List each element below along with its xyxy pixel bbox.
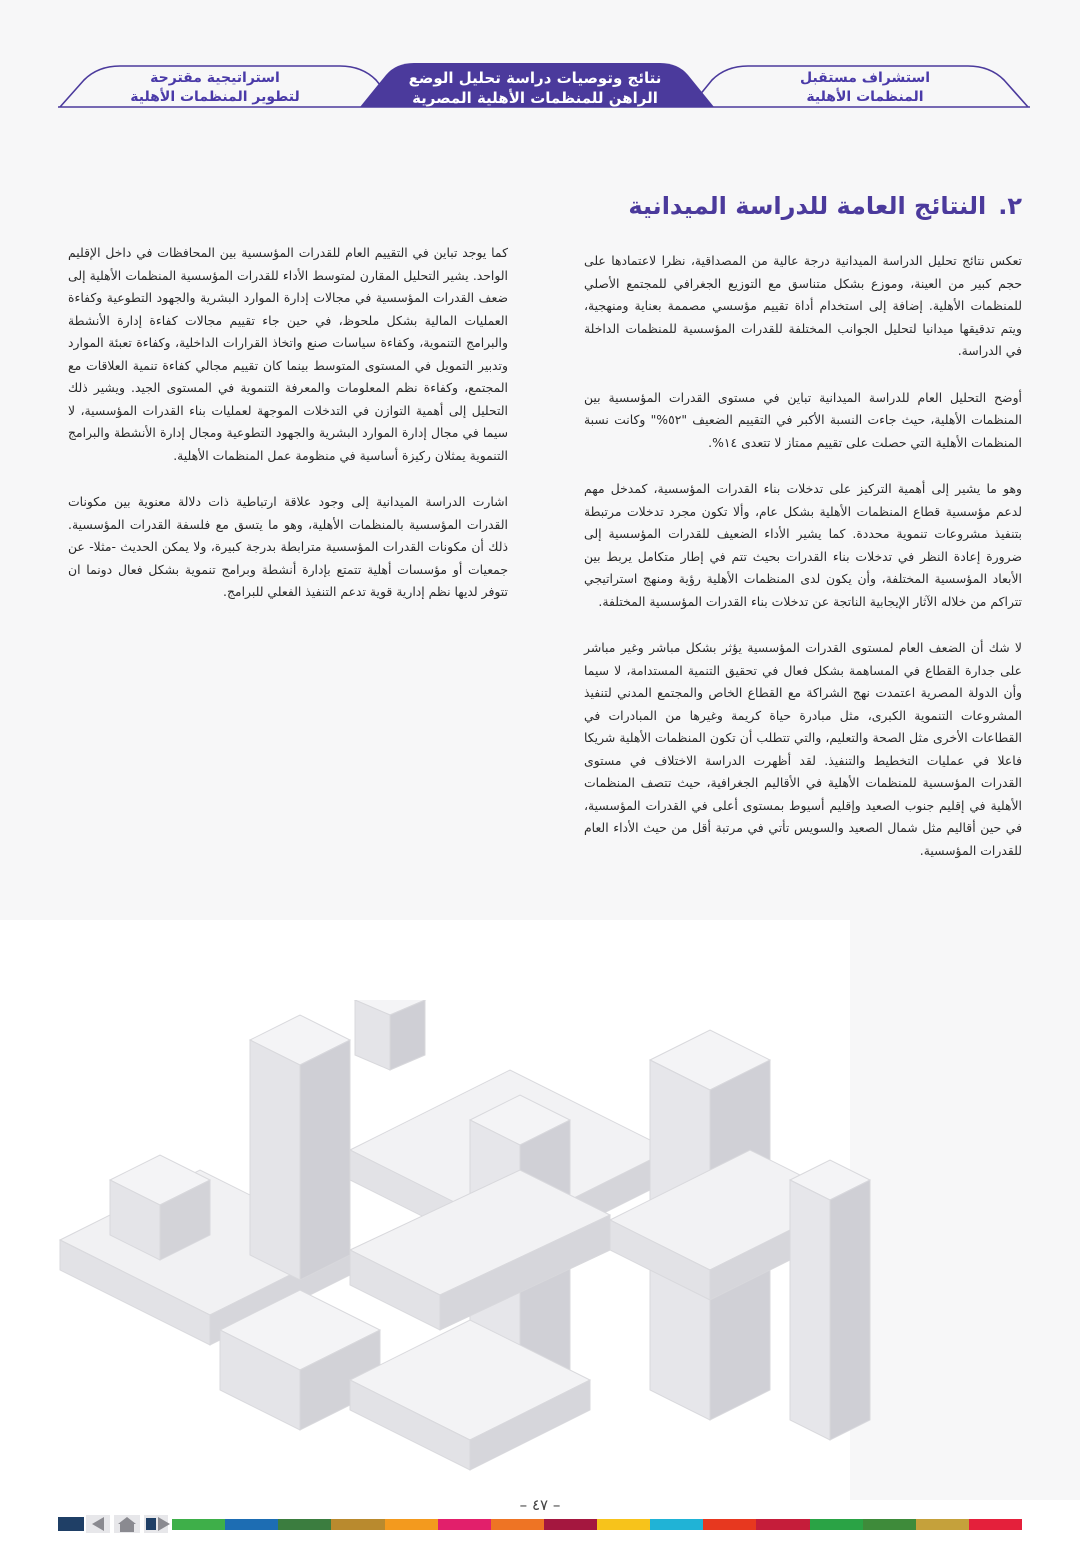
stripe [172, 1519, 225, 1530]
color-stripe-bar [172, 1519, 1022, 1530]
page-number: – ٤٧ – [519, 1496, 561, 1514]
stripe [969, 1519, 1022, 1530]
stripe [597, 1519, 650, 1530]
stripe [438, 1519, 491, 1530]
stripe [863, 1519, 916, 1530]
section-title: النتائج العامة للدراسة الميدانية [628, 192, 987, 220]
tab-study-results-line2: الراهن للمنظمات الأهلية المصرية [412, 89, 658, 107]
section-heading [502, 192, 1022, 220]
paragraph: أوضح التحليل العام للدراسة الميدانية تباين في مستوى القدرات المؤسسية بين المنظمات الأهلية، حيث جاءت النسبة الأكبر في التقييم الضعيف "٥٢%" وكانت نسبة المنظمات الأهلية التي حصلت على تقييم ممتاز لا تتعدى ١٤%. [584, 389, 1022, 450]
tab-proposed-strategy-line1: استراتيجية مقترحة [150, 70, 280, 86]
stripe [331, 1519, 384, 1530]
tab-proposed-strategy-line2: لتطوير المنظمات الأهلية [130, 89, 300, 105]
stripe [225, 1519, 278, 1530]
paragraph: تعكس نتائج تحليل الدراسة الميدانية درجة عالية من المصداقية، نظرا لاعتمادها على حجم كبير من العينة، وموزع بشكل متناسق مع التوزيع الجغرافي للمجتمع الأصلي للمنظمات الأهلية. إضافة إلى استخدام أداة تقييم مؤسسي مصممة بعناية ومنهجية، ويتم تدقيقها ميدانيا لتحليل الجوانب المختلفة للقدرات المؤسسية للمنظمات الداخلة في الدراسة. [584, 253, 1022, 358]
paragraph: وهو ما يشير إلى أهمية التركيز على تدخلات بناء القدرات المؤسسية، كمدخل مهم لدعم مؤسسية قطاع المنظمات الأهلية بشكل عام، وألا تكون مجرد تدخلات مرتبطة بتنفيذ مشروعات تنموية محددة. كما يشير الأداء الضعيف للقدرات المؤسسية إلى ضرورة إعادة النظر في تدخلات بناء القدرات بحيث تتم في إطار متكامل يربط بين الأبعاد المؤسسية المختلفة، وأن يكون لدى المنظمات الأهلية رؤية ومنهج استراتيجي تتراكم من خلاله الآثار الإيجابية الناتجة عن تدخلات بناء القدرات المؤسسية المختلفة. [584, 481, 1022, 609]
stripe [544, 1519, 597, 1530]
tab-future-outlook-line1: استشراف مستقبل [799, 70, 931, 86]
paragraph: لا شك أن الضعف العام لمستوى القدرات المؤسسية يؤثر بشكل مباشر وغير مباشر على جدارة القطاع في المساهمة بشكل فعال في تحقيق التنمية المستدامة، لا سيما وأن الدولة المصرية اعتمدت نهج الشراكة مع القطاع الخاص والمجتمع المدني لتنفيذ المشروعات التنموية الكبرى، مثل مبادرة حياة كريمة وغيرها من المبادرات في القطاعات الأخرى مثل الصحة والتعليم، والتي تتطلب أن تكون المنظمات الأهلية شريكا فاعلا في عمليات التخطيط والتنفيذ. لقد أظهرت الدراسة الاختلاف في مستوى القدرات المؤسسية للمنظمات الأهلية في الأقاليم الجغرافية، حيث تتصف المنظمات الأهلية في إقليم جنوب الصعيد وإقليم أسيوط بمستوى أعلى في القدرات المؤسسية، في حين أقاليم مثل شمال الصعيد والسويس تأتي في مرتبة أقل من حيث الأداء العام للقدرات المؤسسية. [584, 640, 1022, 858]
left-text-column [68, 242, 508, 628]
stripe [278, 1519, 331, 1530]
stripe [491, 1519, 544, 1530]
paragraph: اشارت الدراسة الميدانية إلى وجود علاقة ارتباطية ذات دلالة معنوية بين مكونات القدرات المؤسسية بالمنظمات الأهلية، وهو ما يتسق مع فلسفة القدرات المؤسسية. ذلك أن مكونات القدرات المؤسسية مترابطة بدرجة كبيرة، ولا يمكن الحديث -مثلا- عن جمعيات أو مؤسسات أهلية تتمتع بإدارة أنشطة وبرامج تنموية بشكل فعال دونما ان تتوفر لديها نظم إدارية قوية تدعم التنفيذ الفعلي للبرامج. [68, 494, 508, 599]
tab-study-results[interactable] [370, 68, 700, 108]
stripe [756, 1519, 809, 1530]
stripe [703, 1519, 756, 1530]
nav-bar-left-block [58, 1517, 84, 1531]
right-text-column [584, 250, 1022, 886]
stripe [650, 1519, 703, 1530]
stripe [810, 1519, 863, 1530]
next-arrow-icon[interactable] [144, 1515, 170, 1533]
nav-icons [86, 1515, 174, 1533]
tab-future-outlook[interactable] [700, 69, 1030, 107]
stripe [916, 1519, 969, 1530]
paragraph: كما يوجد تباين في التقييم العام للقدرات المؤسسية بين المحافظات في داخل الإقليم الواحد. يشير التحليل المقارن لمتوسط الأداء للقدرات المؤسسية المنظمات الأهلية إلى ضعف القدرات المؤسسية في مجالات إدارة الموارد البشرية والجهود التطوعية وكفاءة العمليات المالية بشكل ملحوظ، في حين جاء تقييم مجالات كفاءة إدارة الأنشطة والبرامج التنموية، وكفاءة سياسات صنع واتخاذ القرارات الداخلية، وكفاءة تعبئة الموارد وتدبير التمويل في المستوى المتوسط بينما كان تقييم مجالي كفاءة تنمية العلاقات مع المجتمع، وكفاءة نظم المعلومات والمعرفة التنموية في المستوى الجيد. ويشير ذلك التحليل إلى أهمية التوازن في التدخلات الموجهة لعمليات بناء القدرات المؤسسية، لا سيما في مجال إدارة الموارد البشرية والجهود التطوعية ومجال إدارة الأنشطة والبرامج التنموية يمثلان ركيزة أساسية في منظومة عمل المنظمات الأهلية. [68, 245, 508, 463]
home-icon[interactable] [114, 1515, 140, 1533]
tab-future-outlook-line2: المنظمات الأهلية [806, 89, 924, 105]
stripe [385, 1519, 438, 1530]
previous-arrow-icon[interactable] [86, 1515, 110, 1533]
tab-proposed-strategy[interactable] [60, 69, 370, 107]
tab-study-results-line1: نتائج وتوصيات دراسة تحليل الوضع [408, 69, 662, 87]
section-number: ٢. [998, 192, 1022, 220]
isometric-buildings-illustration [50, 1000, 910, 1480]
